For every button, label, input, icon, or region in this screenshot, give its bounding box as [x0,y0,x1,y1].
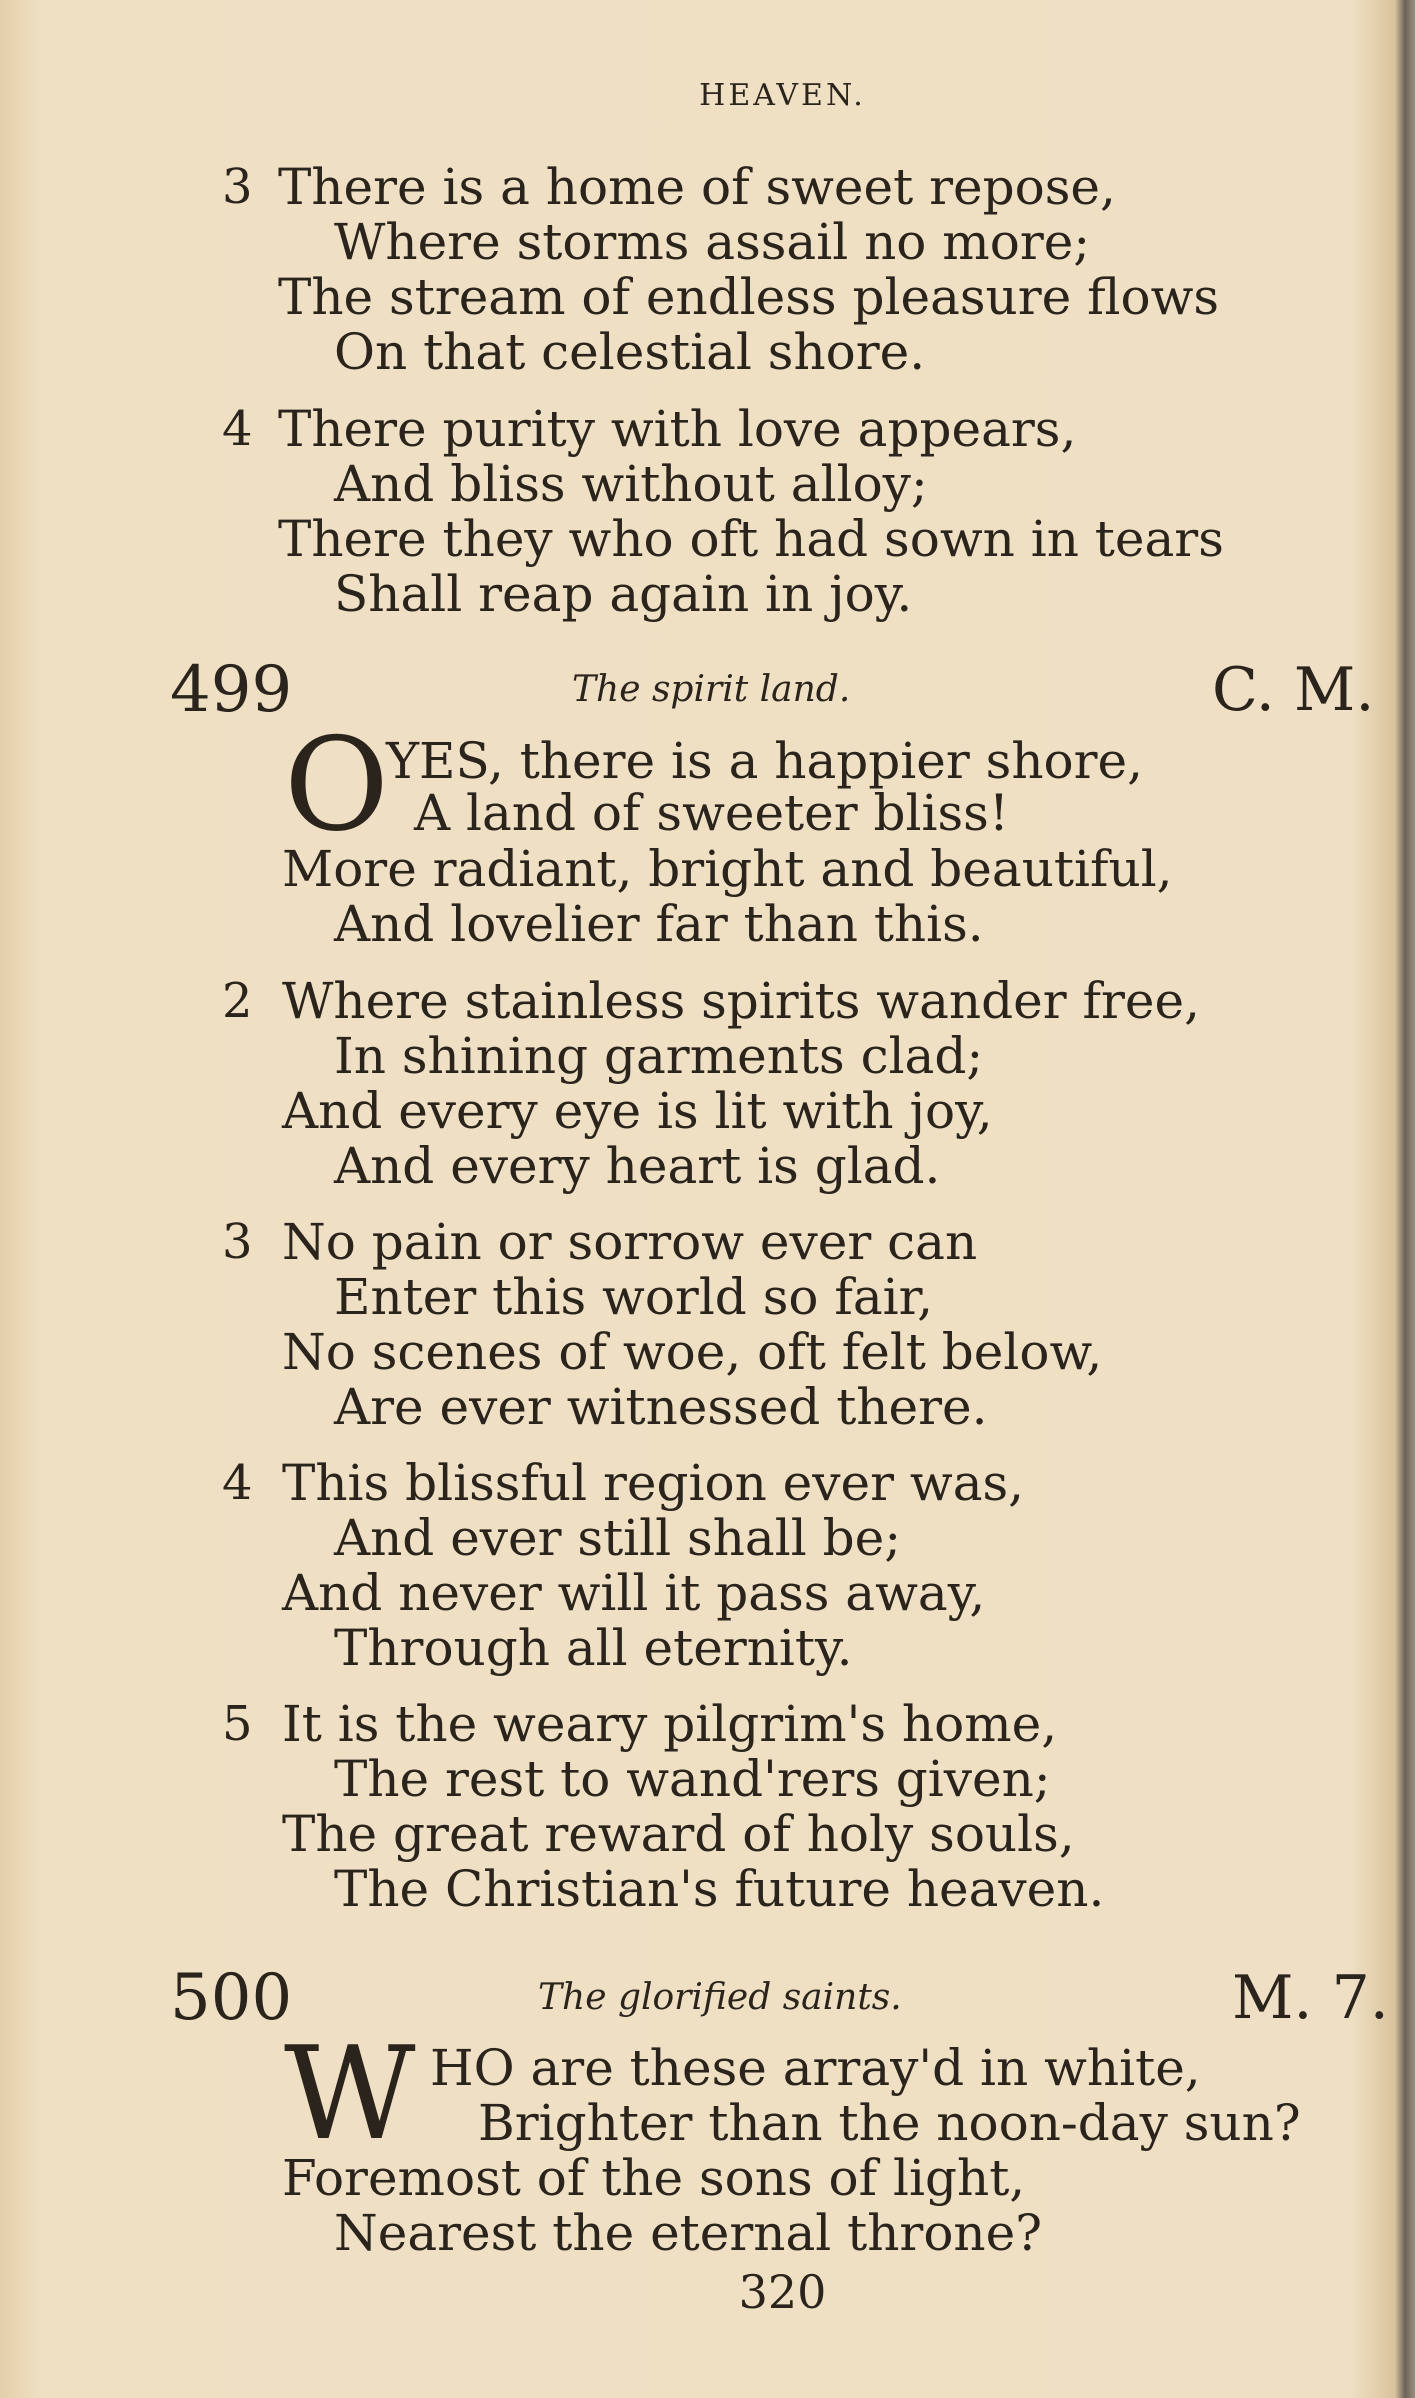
verse-line: The great reward of holy souls, [282,1805,1075,1863]
verse-number: 3 [222,159,253,215]
verse-line: Enter this world so fair, [334,1268,933,1326]
verse-line: In shining garments clad; [334,1027,984,1085]
verse-line: Foremost of the sons of light, [282,2149,1026,2207]
verse-line: The Christian's future heaven. [334,1860,1105,1918]
hymn-number: 499 [170,653,293,727]
verse-line: And every eye is lit with joy, [282,1082,993,1140]
verse-line: And ever still shall be; [334,1509,902,1567]
hymn-meter: M. 7. [1232,1963,1389,2033]
verse-line: Nearest the eternal throne? [334,2204,1043,2262]
verse-line: More radiant, bright and beautiful, [282,840,1173,898]
verse-number: 5 [222,1696,253,1752]
verse-line: Where storms assail no more; [334,213,1091,271]
verse-line: Are ever witnessed there. [334,1378,988,1436]
verse-line: There is a home of sweet repose, [278,158,1116,216]
verse-line: YES, there is a happier shore, [386,732,1144,790]
verse-line: And every heart is glad. [334,1137,941,1195]
verse-line: No pain or sorrow ever can [282,1213,978,1271]
drop-cap: O [284,711,389,860]
verse-line: The rest to wand'rers given; [334,1750,1051,1808]
page-number: 320 [738,2265,827,2319]
verse-line: Through all eternity. [334,1619,853,1677]
verse-number: 3 [222,1214,253,1270]
hymn-number: 500 [170,1961,293,2035]
verse-line: Where stainless spirits wander free, [282,972,1200,1030]
verse-number: 2 [222,973,253,1029]
verse-line: It is the weary pilgrim's home, [282,1695,1058,1753]
running-head: HEAVEN. [699,78,866,113]
hymn-title: The glorified saints. [538,1977,902,2018]
verse-line: Brighter than the noon-day sun? [478,2094,1301,2152]
verse-line: Shall reap again in joy. [334,565,913,623]
verse-line: On that celestial shore. [334,323,926,381]
verse-line: And bliss without alloy; [334,455,928,513]
verse-line: There they who oft had sown in tears [278,510,1224,568]
drop-cap: W [284,2020,416,2169]
verse-line: No scenes of woe, oft felt below, [282,1323,1103,1381]
verse-number: 4 [222,401,253,457]
verse-line: And lovelier far than this. [334,895,984,953]
hymn-meter: C. M. [1212,655,1375,725]
verse-line: There purity with love appears, [278,400,1077,458]
verse-line: The stream of endless pleasure flows [278,268,1220,326]
verse-line: A land of sweeter bliss! [414,784,1009,842]
verse-line: HO are these array'd in white, [430,2039,1201,2097]
verse-line: This blissful region ever was, [282,1454,1025,1512]
hymn-title: The spirit land. [572,669,851,710]
verse-line: And never will it pass away, [282,1564,986,1622]
verse-number: 4 [222,1455,253,1511]
